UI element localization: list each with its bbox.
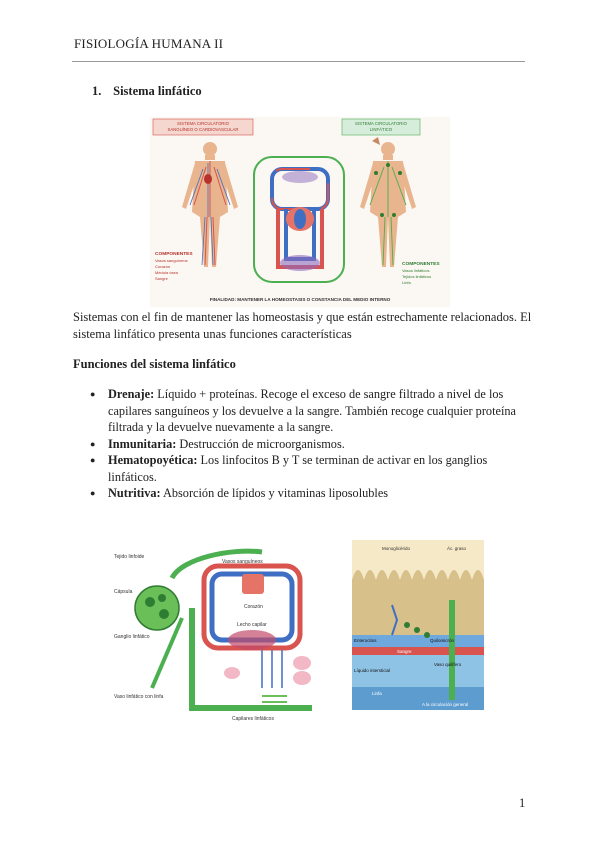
svg-text:LINFÁTICO: LINFÁTICO bbox=[369, 127, 393, 132]
svg-text:Ganglio linfático: Ganglio linfático bbox=[114, 634, 150, 640]
svg-text:Sangre: Sangre bbox=[397, 649, 412, 654]
svg-text:Tejido linfoide: Tejido linfoide bbox=[114, 554, 145, 560]
svg-text:Tejidos linfáticos: Tejidos linfáticos bbox=[402, 274, 432, 279]
section-title: Sistema linfático bbox=[113, 84, 202, 98]
svg-text:A la circulación general: A la circulación general bbox=[422, 702, 469, 707]
figure-lymph-circulation bbox=[112, 538, 342, 723]
svg-text:Linfa: Linfa bbox=[372, 691, 382, 696]
svg-text:Vaso quilífero: Vaso quilífero bbox=[434, 662, 462, 667]
label-sanguineo: SISTEMA CIRCULATORIO bbox=[177, 121, 229, 126]
svg-text:Ác. graso: Ác. graso bbox=[447, 546, 467, 551]
svg-text:Quilomicrón: Quilomicrón bbox=[430, 638, 455, 643]
components-left-title: COMPONENTES bbox=[155, 252, 193, 257]
svg-text:Capilares linfáticos: Capilares linfáticos bbox=[232, 716, 274, 722]
intro-paragraph: Sistemas con el fin de mantener las homeostasis y que están estrechamente relacionados. El sistema linfático presenta unas funciones características bbox=[73, 310, 532, 341]
svg-text:Enterocitos: Enterocitos bbox=[354, 638, 377, 643]
figure1-caption: FINALIDAD: MANTENER LA HOMEOSTASIS O CONSTANCIA DEL MEDIO INTERNO bbox=[209, 297, 391, 302]
function-drenaje: ● Drenaje: Líquido + proteínas. Recoge el exceso de sangre filtrado a nivel de los capilares sanguíneos y los devuelve a la sangre. También recoge cualquier proteína filtrada y la devuelve nuevamente a la sangre. bbox=[90, 386, 520, 436]
functions-heading: Funciones del sistema linfático bbox=[73, 357, 236, 371]
label-linfatico: SISTEMA CIRCULATORIO bbox=[355, 121, 407, 126]
function-hematopoyetica: ● Hematopoyética: Los linfocitos B y T se terminan de activar en los ganglios linfáticos. bbox=[90, 452, 520, 485]
svg-text:Cápsula: Cápsula bbox=[114, 589, 133, 595]
svg-text:Líquido intersticial: Líquido intersticial bbox=[354, 668, 391, 673]
components-right-title: COMPONENTES bbox=[402, 262, 440, 267]
figure-lipid-absorption bbox=[352, 540, 484, 710]
page-header: FISIOLOGÍA HUMANA II bbox=[74, 36, 224, 51]
section-number: 1. bbox=[92, 84, 102, 98]
svg-text:Vaso linfático con linfa: Vaso linfático con linfa bbox=[114, 694, 164, 700]
svg-text:Sangre: Sangre bbox=[155, 276, 168, 281]
svg-text:Vasos linfáticos: Vasos linfáticos bbox=[402, 268, 430, 273]
svg-text:Vasos sanguíneos: Vasos sanguíneos bbox=[222, 559, 263, 565]
function-nutritiva: ● Nutritiva: Absorción de lípidos y vitaminas liposolubles bbox=[90, 485, 520, 502]
svg-text:Linfa: Linfa bbox=[402, 280, 411, 285]
page-number: 1 bbox=[519, 796, 526, 810]
functions-list bbox=[90, 386, 520, 502]
function-inmunitaria: ● Inmunitaria: Destrucción de microorganismos. bbox=[90, 436, 520, 453]
svg-text:Corazón: Corazón bbox=[155, 264, 171, 269]
header-divider bbox=[72, 61, 525, 62]
svg-text:Lecho capilar: Lecho capilar bbox=[237, 622, 267, 628]
svg-text:SANGUÍNEO O CARDIOVASCULAR: SANGUÍNEO O CARDIOVASCULAR bbox=[167, 127, 239, 132]
svg-text:Médula ósea: Médula ósea bbox=[155, 270, 178, 275]
svg-text:Vasos sanguíneos: Vasos sanguíneos bbox=[155, 258, 188, 263]
svg-text:Monoglicérido: Monoglicérido bbox=[382, 546, 411, 551]
figure-circulatory-lymphatic bbox=[150, 117, 450, 307]
section-heading bbox=[92, 84, 202, 99]
svg-text:Corazón: Corazón bbox=[244, 604, 263, 610]
